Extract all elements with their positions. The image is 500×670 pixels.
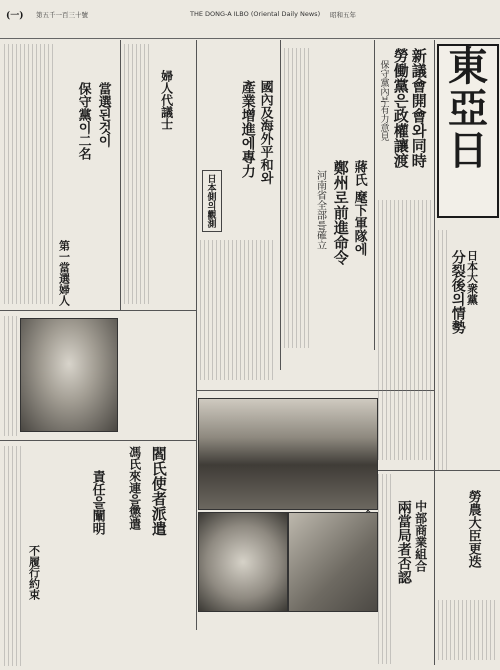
headline-labor-government: 勞働黨은政權讓渡 [391,48,410,168]
headline-zhengzhou: 鄭州로前進命令 [331,160,350,265]
headline-rank: 當選된것이 [95,82,111,147]
headline-trade: 國內及海外平和와 [257,80,273,184]
english-title: THE DONG-A ILBO (Oriental Daily News) [190,10,321,18]
artifact-photo [288,512,378,612]
headline-feng: 閻氏使者派遣 [149,446,168,536]
headline-feng-2: 馮氏來連을懲遣 [127,446,142,530]
parliament-deck: 保守黨內부有力意見 [378,60,389,141]
headline-japanese-view: 日本側의觀測 [205,174,216,228]
headline-labor-minister: 勞農大臣更迭 [465,490,481,568]
page-number: (一) [6,11,24,21]
masthead-strip [0,0,500,39]
headline-women: 婦人代議士 [159,70,174,130]
headline-japan-party: 日本大衆黨 [465,250,479,305]
headline-parliament: 新議會開會와同時 [409,48,428,168]
issue-date: 昭和五年 [330,11,356,19]
issue-info: 第五千一百三十號 [36,11,88,19]
headline-first-lady: 第一當選婦人 [57,240,71,306]
headline-rank-2: 保守黨이二名 [75,82,91,160]
headline-contract: 不履行約束 [27,545,41,600]
headline-responsibility: 責任을闡明 [89,470,105,535]
headline-henan: 河南省全部를確立 [314,170,326,250]
group-photo [198,398,378,510]
newspaper-logo: 東 亞 日 [437,44,499,218]
portrait-photo [20,318,118,432]
vessel-photo [198,512,288,612]
headline-guild: 中部商業組合 [413,500,428,572]
headline-chiang: 蔣氏 麾下軍隊에 [351,160,367,256]
headline-industry: 產業增進에專力 [239,80,256,178]
headline-guild-2: 兩當局者否認 [395,500,412,584]
headline-japan-party-2: 分裂後의情勢 [449,250,466,334]
